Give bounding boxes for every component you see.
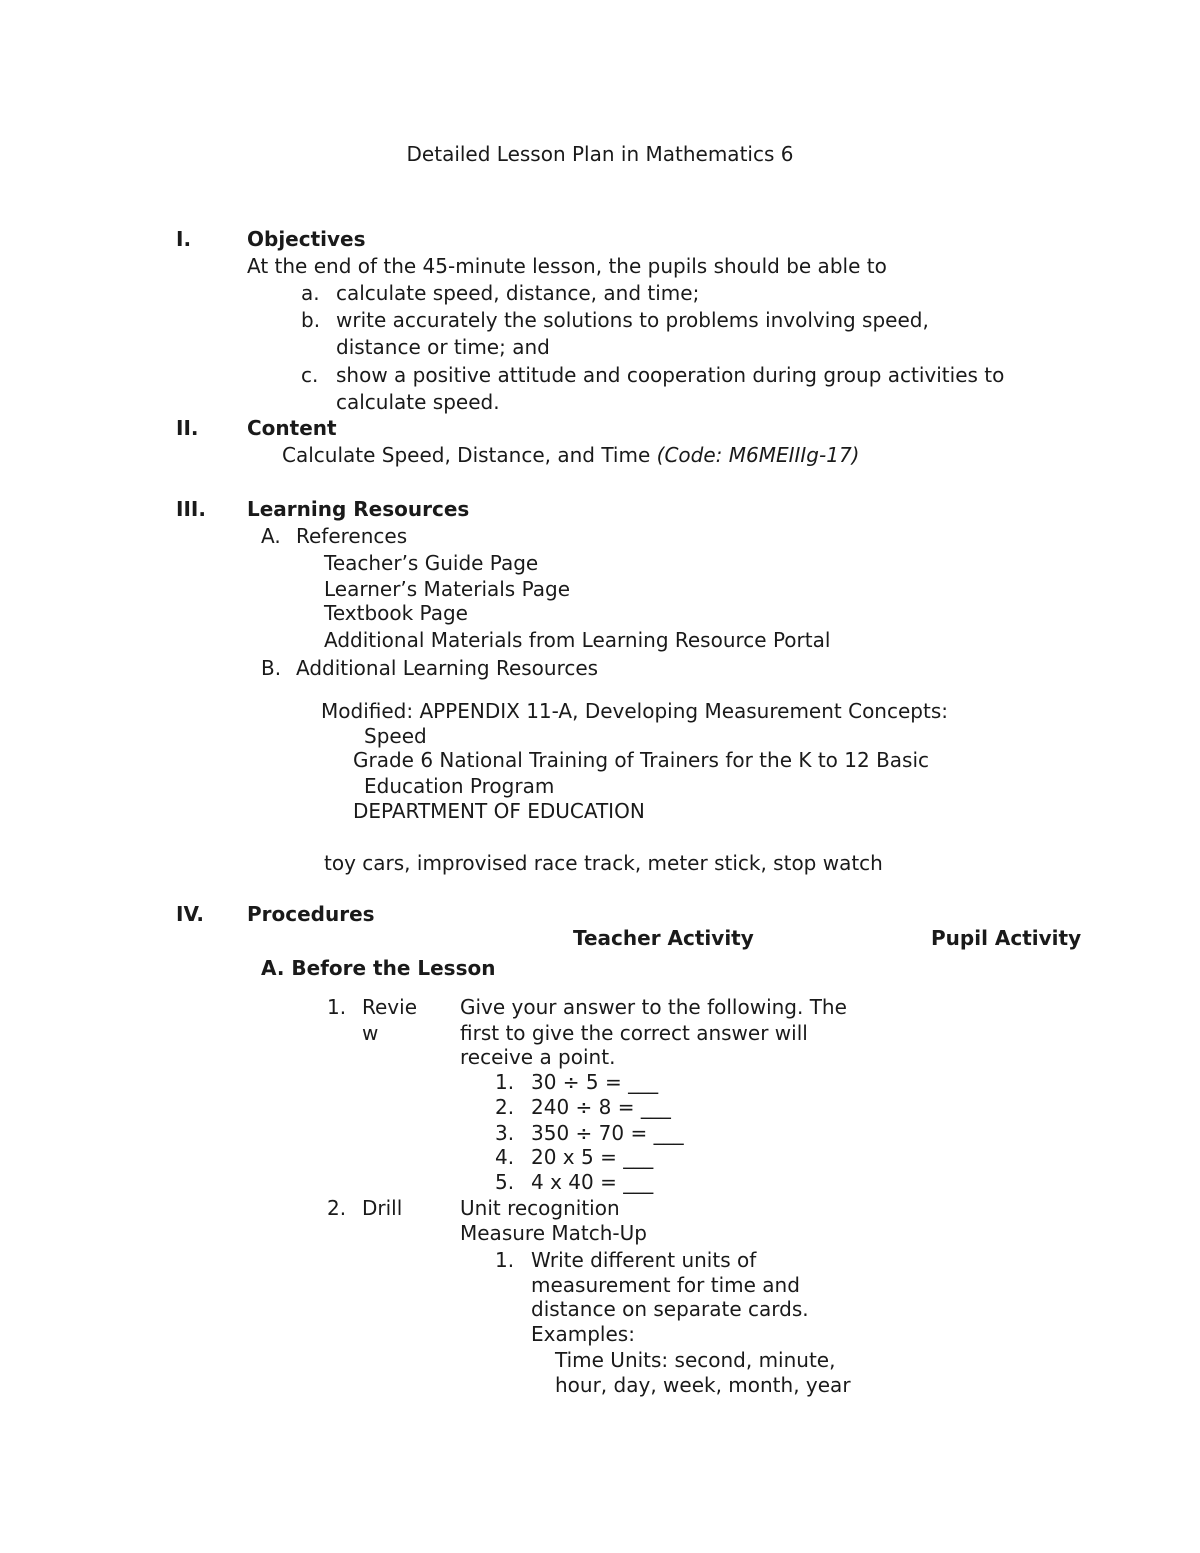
references-label: References <box>296 524 408 548</box>
drill-step-text-continued: distance on separate cards. <box>531 1297 809 1321</box>
objective-marker: b. <box>301 308 321 332</box>
exercise-marker: 2. <box>495 1095 515 1119</box>
section-numeral-resources: III. <box>176 497 206 521</box>
modified-source-continued: Speed <box>364 724 427 748</box>
training-source-continued: Education Program <box>364 774 555 798</box>
references-marker: A. <box>261 524 281 548</box>
section-numeral-procedures: IV. <box>176 902 204 926</box>
objective-marker: a. <box>301 281 320 305</box>
objectives-intro: At the end of the 45-minute lesson, the pupils should be able to <box>247 254 887 278</box>
content-code: (Code: M6MEIIIg-17) <box>656 443 860 467</box>
section-heading-resources: Learning Resources <box>247 497 470 521</box>
drill-activity-name: Measure Match-Up <box>460 1221 647 1245</box>
step-label-review: Revie <box>362 995 417 1019</box>
modified-source: Modified: APPENDIX 11-A, Developing Measurement Concepts: <box>321 699 948 723</box>
review-instruction-continued: first to give the correct answer will <box>460 1021 808 1045</box>
step-marker: 1. <box>327 995 347 1019</box>
review-instruction: Give your answer to the following. The <box>460 995 847 1019</box>
exercise-expression: 350 ÷ 70 = ___ <box>531 1121 684 1145</box>
step-label-review-continued: w <box>362 1021 379 1045</box>
section-numeral-objectives: I. <box>176 227 192 251</box>
time-units-example: Time Units: second, minute, <box>555 1348 836 1372</box>
exercise-expression: 20 x 5 = ___ <box>531 1145 654 1169</box>
reference-item: Teacher’s Guide Page <box>324 551 539 575</box>
exercise-expression: 240 ÷ 8 = ___ <box>531 1095 671 1119</box>
objective-text-continued: distance or time; and <box>336 335 550 359</box>
additional-resources-marker: B. <box>261 656 282 680</box>
drill-step-text-continued: measurement for time and <box>531 1273 800 1297</box>
department-name: DEPARTMENT OF EDUCATION <box>353 799 645 823</box>
exercise-marker: 4. <box>495 1145 515 1169</box>
reference-item: Learner’s Materials Page <box>324 577 571 601</box>
column-header-pupil: Pupil Activity <box>931 926 1082 950</box>
step-marker: 2. <box>327 1196 347 1220</box>
review-instruction-continued: receive a point. <box>460 1045 616 1069</box>
page-title: Detailed Lesson Plan in Mathematics 6 <box>406 142 794 166</box>
exercise-marker: 3. <box>495 1121 515 1145</box>
drill-examples-label: Examples: <box>531 1322 635 1346</box>
objective-text: show a positive attitude and cooperation during group activities to <box>336 363 1005 387</box>
objective-marker: c. <box>301 363 319 387</box>
drill-title: Unit recognition <box>460 1196 620 1220</box>
materials-list: toy cars, improvised race track, meter stick, stop watch <box>324 851 883 875</box>
subsection-heading-before-lesson: A. Before the Lesson <box>261 956 496 980</box>
drill-step-marker: 1. <box>495 1248 515 1272</box>
section-heading-procedures: Procedures <box>247 902 375 926</box>
time-units-example-continued: hour, day, week, month, year <box>555 1373 851 1397</box>
reference-item: Additional Materials from Learning Resource Portal <box>324 628 831 652</box>
exercise-marker: 5. <box>495 1170 515 1194</box>
content-topic: Calculate Speed, Distance, and Time <box>282 443 657 467</box>
exercise-expression: 4 x 40 = ___ <box>531 1170 654 1194</box>
drill-step-text: Write different units of <box>531 1248 757 1272</box>
reference-item: Textbook Page <box>324 601 468 625</box>
section-numeral-content: II. <box>176 416 199 440</box>
exercise-expression: 30 ÷ 5 = ___ <box>531 1070 659 1094</box>
exercise-marker: 1. <box>495 1070 515 1094</box>
step-label-drill: Drill <box>362 1196 403 1220</box>
column-header-teacher: Teacher Activity <box>573 926 754 950</box>
content-text <box>282 442 859 468</box>
section-heading-content: Content <box>247 416 337 440</box>
objective-text-continued: calculate speed. <box>336 390 500 414</box>
section-heading-objectives: Objectives <box>247 227 366 251</box>
objective-text: write accurately the solutions to problems involving speed, <box>336 308 929 332</box>
additional-resources-label: Additional Learning Resources <box>296 656 599 680</box>
objective-text: calculate speed, distance, and time; <box>336 281 700 305</box>
training-source: Grade 6 National Training of Trainers for the K to 12 Basic <box>353 748 930 772</box>
